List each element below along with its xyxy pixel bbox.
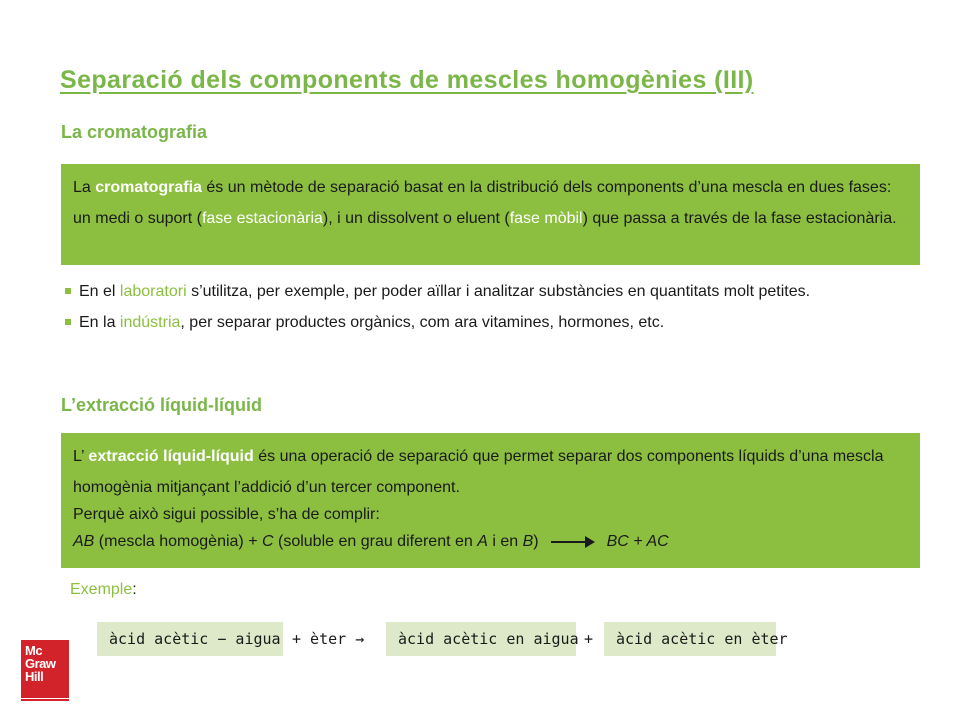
page-title: Separació dels components de mescles homogènies (III) [60, 66, 754, 94]
term-chromatography: cromatografia [95, 179, 202, 196]
chromatography-uses-list [61, 276, 921, 338]
example-term-acetic-water: àcid acètic − aigua [97, 622, 283, 656]
term-industry: indústria [119, 314, 181, 331]
term-laboratory: laboratori [119, 283, 187, 300]
logo-underline [21, 699, 69, 701]
section-heading-liquid-extraction: L’extracció líquid-líquid [61, 395, 263, 415]
condition-text: Perquè això sigui possible, s’ha de complir: [73, 506, 380, 523]
reaction-arrow-icon [551, 541, 593, 543]
list-item: En la indústria, per separar productes orgànics, com ara vitamines, hormones, etc. [61, 307, 921, 338]
bullet-square-icon [65, 319, 71, 325]
extraction-definition-box [61, 433, 920, 568]
equation: AB (mescla homogènia) + C (soluble en grau diferent en A i en B) BC + AC [73, 533, 669, 550]
section-heading-chromatography: La cromatografia [61, 122, 208, 142]
term-liquid-extraction: extracció líquid-líquid [88, 448, 254, 465]
bullet-square-icon [65, 288, 71, 294]
definition-text: és un mètode de separació basat en la distribució dels components d’una mescla en dues fases: un medi o suport ( [73, 179, 892, 227]
definition-text: La [73, 179, 96, 196]
example-operator-plus: + [584, 630, 594, 648]
definition-text: ) que passa a través de la fase estacionària. [582, 210, 897, 227]
definition-text: L’ extracció líquid-líquid és una operació de separació que permet separar dos components líquids d’una mescla homogènia mitjançant l’addició d’un tercer component. [73, 448, 884, 496]
term-mobile-phase: fase mòbil [509, 210, 583, 227]
definition-text: ), i un dissolvent o eluent ( [322, 210, 510, 227]
chromatography-definition-box [61, 164, 920, 265]
list-item: En el laboratori s’utilitza, per exemple, per poder aïllar i analitzar substàncies en quantitats molt petites. [61, 276, 921, 307]
equation-result: BC + AC [606, 533, 669, 550]
example-term-acetic-in-ether: àcid acètic en èter [604, 622, 776, 656]
example-operator-ether: + èter → [292, 630, 365, 648]
term-stationary-phase: fase estacionària [201, 210, 323, 227]
mcgraw-hill-logo: Mc Graw Hill [21, 640, 69, 698]
example-label: Exemple: [70, 581, 137, 598]
example-term-acetic-in-water: àcid acètic en aigua [386, 622, 576, 656]
